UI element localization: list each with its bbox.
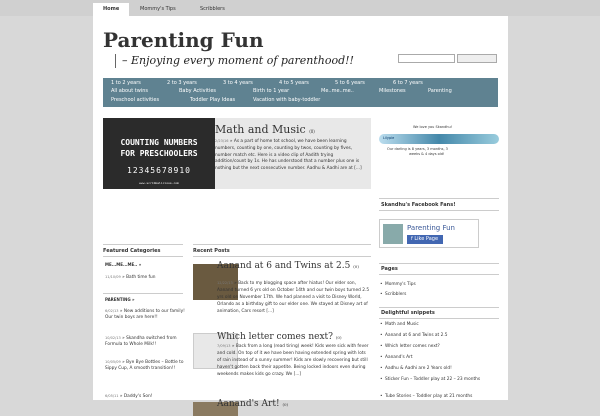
facebook-icon: f (411, 236, 415, 242)
divider (103, 256, 183, 257)
ticker-line: Our darling is 8 years, 3 months, 3 (387, 147, 448, 151)
nav-item[interactable]: Birth to 1 year (253, 88, 290, 94)
nav-item[interactable]: 2 to 3 years (167, 80, 197, 86)
nav-item[interactable]: Parenting (428, 88, 452, 94)
category-post[interactable]: 10/05/09 » Bye Bye Bottles – Bottle to Sippy Cup, A smooth transition!! (105, 360, 184, 371)
category-post[interactable]: 6/02/13 » New additions to our family! Our twin boys are here!! (105, 309, 185, 320)
post-date: 10/02/13 (105, 336, 121, 340)
comment-count[interactable]: (0) (353, 264, 359, 269)
divider (103, 244, 183, 245)
age-ticker[interactable] (379, 118, 499, 178)
post-date: 11/10/09 (105, 275, 121, 279)
site-tagline: – Enjoying every moment of parenthood!! (115, 54, 354, 68)
post-date: 10/05/09 (105, 360, 121, 364)
snippet-link[interactable]: • Tube Stories – Toddler play at 21 months (385, 394, 472, 400)
comment-count[interactable]: (0) (335, 335, 342, 340)
featured-categories-title: Featured Categories (103, 248, 161, 254)
post-title-text[interactable]: Aanand at 6 and Twins at 2.5 (217, 261, 351, 271)
featured-title[interactable] (215, 123, 315, 136)
top-tab-home[interactable]: Home (93, 3, 129, 16)
post-date: 2/23/16 (215, 139, 229, 143)
featured-image-numbers: 12345678910 (127, 166, 191, 175)
snippet-link[interactable]: • Which letter comes next? (385, 344, 440, 350)
nav-item[interactable]: 3 to 4 years (223, 80, 253, 86)
nav-item[interactable]: Preschool activities (111, 97, 160, 103)
divider (193, 244, 371, 245)
post-title[interactable] (217, 261, 359, 271)
divider (103, 293, 183, 294)
post-title-text[interactable]: Which letter comes next? (217, 332, 333, 342)
facebook-widget (379, 219, 479, 248)
category-post-text[interactable]: Skandha switched from Formula to Whole Milk!! (105, 336, 177, 347)
divider (379, 198, 499, 199)
category-post-text[interactable]: Bye Bye Bottles – Bottle to Sippy Cup, A smooth transition!! (105, 360, 184, 371)
nav-item[interactable]: 5 to 6 years (335, 80, 365, 86)
nav-item[interactable]: 1 to 2 years (111, 80, 141, 86)
divider (379, 263, 499, 264)
category-link[interactable]: ME...ME...ME.. » (105, 262, 142, 267)
divider (193, 256, 371, 257)
recent-posts-title: Recent Posts (193, 248, 230, 254)
divider (379, 274, 499, 275)
site-title[interactable]: Parenting Fun (103, 28, 264, 52)
post-excerpt-text: Back to my blogging space after hiatus! Our elder son, Aanand turned 6 yrs old on October 14th and our twin boys turned 2.5 yrs old on November 17th. We had planned a visit to Disney World, Orlando as a birthday gift to our elder one. We stayed at Disney art of animation, Cars resort [...] (217, 281, 370, 314)
divider (379, 307, 499, 308)
category-link[interactable]: PARENTING » (105, 297, 135, 302)
featured-excerpt-text: As a part of home tot school, we have been learning numbers, counting by one, counting by twos, counting by fives, number match etc. Here is a video clip of Aadith trying addition/count by 1s. He has understood that a number plus one is nothing but the next consecutive number. Aadhu & Aadhi are at [...] (215, 139, 362, 172)
ticker-line: We love you Skandhu! (413, 125, 453, 129)
facebook-section-title: Skandhu's Facebook Fans! (381, 202, 456, 208)
nav-item[interactable]: All about twins (111, 88, 149, 94)
divider (379, 210, 499, 211)
post-excerpt: 7/09/13 » Back from a long (read tiring) week! Kids were sick with fever and cold. On top of it we have been having extended spring with lots of rain instead of a sunny summer! Kids are slowly recovering but still haven't gotten back their appetite. Being locked indoors even during weekends makes kids go crazy. We [...] (217, 344, 369, 377)
featured-image[interactable] (103, 118, 215, 189)
post-excerpt-text: Back from a long (read tiring) week! Kids were sick with fever and cold. On top of it we have been having extended spring with lots of rain instead of a sunny summer! Kids are slowly recovering but still haven't gotten back their appetite. Being locked indoors even during weekends makes kids go crazy. We [...] (217, 344, 369, 377)
category-post-text[interactable]: Daddy's Son! (123, 394, 153, 399)
nav-item[interactable]: Me..me..me.. (321, 88, 354, 94)
snippets-title: Delightful snippets (381, 310, 435, 316)
top-bar (0, 0, 600, 16)
category-post[interactable]: 6/05/11 » Daddy's Son! (105, 394, 153, 399)
featured-image-credit: www.scribbalicious.com (139, 181, 179, 185)
avatar[interactable] (383, 224, 403, 244)
snippet-link[interactable]: • Math and Music (385, 322, 419, 328)
snippet-link[interactable]: • Aanand's Art (385, 355, 413, 361)
nav-item[interactable]: 6 to 7 years (393, 80, 423, 86)
search-input[interactable] (398, 54, 455, 63)
category-post[interactable]: 11/10/09 » Bath time fun (105, 275, 156, 280)
nav-item[interactable]: Vacation with baby-toddler (253, 97, 321, 103)
featured-image-line: COUNTING NUMBERS (120, 138, 198, 147)
like-page-button[interactable] (407, 235, 443, 244)
top-tab-mommys-tips[interactable]: Mommy's Tips (140, 6, 176, 12)
featured-image-line: FOR PRESCHOOLERS (120, 149, 198, 158)
featured-title-text[interactable]: Math and Music (215, 123, 306, 136)
nav-item[interactable]: Milestones (379, 88, 406, 94)
divider (379, 318, 499, 319)
post-date: 12/22/13 (217, 281, 233, 285)
comment-count[interactable]: (0) (309, 129, 315, 134)
featured-excerpt: 2/23/16 » As a part of home tot school, we have been learning numbers, counting by one, counting by twos, counting by fives, number match etc. Here is a video clip of Aadith trying addition/count by 1s. He has understood that a number plus one is nothing but the next consecutive number. Aadhu & Aadhi are at [...] (215, 139, 362, 172)
post-title[interactable] (217, 332, 342, 342)
comment-count[interactable]: (0) (282, 402, 289, 407)
category-nav (103, 78, 498, 107)
ticker-line: weeks & 4 days old! (409, 152, 445, 156)
post-date: 7/09/13 (217, 344, 231, 348)
facebook-page-name[interactable]: Parenting Fun (407, 224, 455, 232)
post-excerpt: 12/22/13 » Back to my blogging space after hiatus! Our elder son, Aanand turned 6 yrs old on October 14th and our twin boys turned 2.5 yrs old on November 17th. We had planned a visit to Disney World, Orlando as a birthday gift to our elder one. We stayed at Disney art of animation, Cars resort [...] (217, 281, 370, 314)
page-container (93, 16, 508, 409)
category-post-text[interactable]: New additions to our family! Our twin boys are here!! (105, 309, 185, 320)
like-page-label: Like Page (414, 236, 439, 242)
post-date: 6/02/13 (105, 309, 119, 313)
page-link[interactable]: • Mommy's Tips (385, 282, 416, 288)
post-title[interactable] (217, 399, 288, 409)
top-tab-scribblers[interactable]: Scribblers (200, 6, 225, 12)
post-date: 6/05/11 (105, 394, 119, 398)
pages-title: Pages (381, 266, 398, 272)
post-title-text[interactable]: Aanand's Art! (217, 399, 280, 409)
category-post[interactable]: 10/02/13 » Skandha switched from Formula to Whole Milk!! (105, 336, 177, 347)
snippet-link[interactable]: • Sticker Fun – Toddler play at 22 – 23 months (385, 377, 493, 383)
page-link[interactable]: • Scribblers (385, 292, 406, 298)
nav-item[interactable]: 4 to 5 years (279, 80, 309, 86)
nav-item[interactable]: Toddler Play Ideas (190, 97, 236, 103)
search-button[interactable] (457, 54, 497, 63)
snippet-link[interactable]: • Aanand at 6 and Twins at 2.5 (385, 333, 447, 339)
ticker-bar (379, 134, 499, 144)
nav-item[interactable]: Baby Activities (179, 88, 217, 94)
ticker-label: Lilypie (383, 136, 395, 140)
snippet-link[interactable]: • Aadhu & Aadhi are 2 Years old! (385, 366, 452, 372)
category-post-text[interactable]: Bath time fun (126, 275, 156, 280)
